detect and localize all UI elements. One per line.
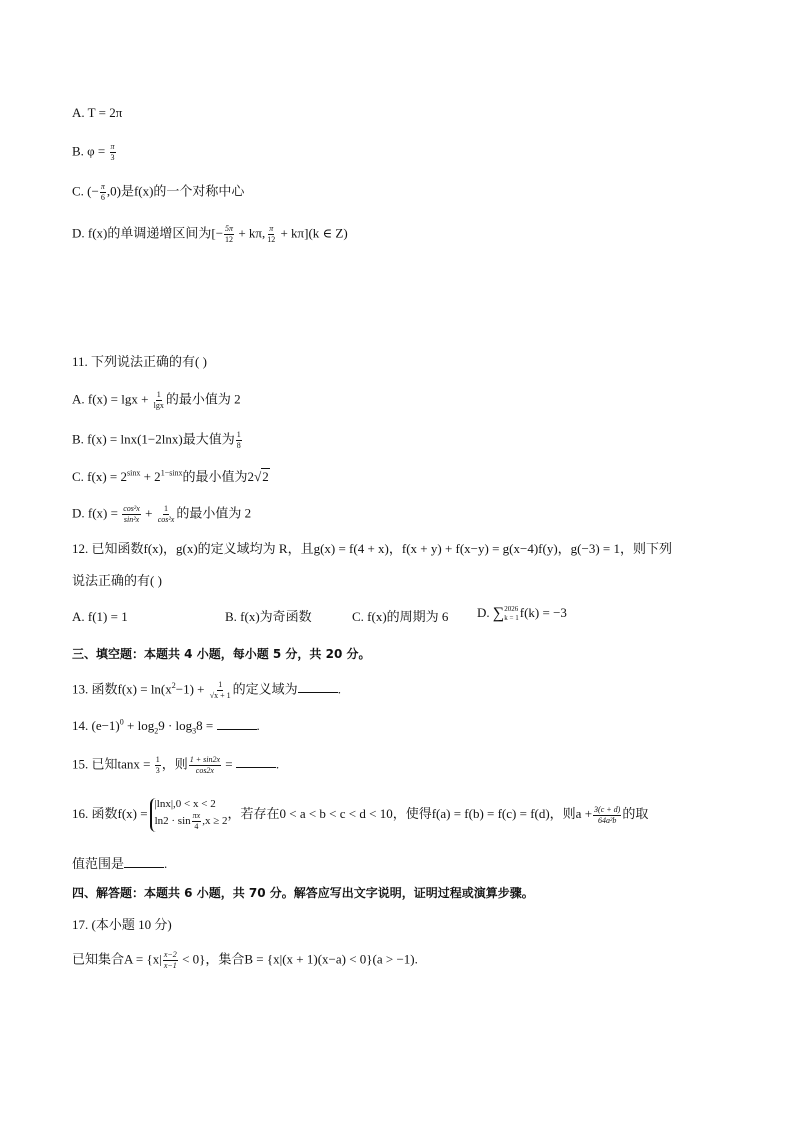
q16: 16. 函数f(x) = |lnx|,0 < x < 2 ln2 · sin $\frac{\pi x}{4}$ ,x ≥ 2 ，若存在0 < a < b < c < d < 10，使得f(a) = f(b) = f(c) = f(d)，则a + $\frac{3(c + d)}{\text{64a²b}}$ 的取 xyxy=(72,798,649,831)
q12-option-b: B. f(x)为奇函数 xyxy=(225,609,312,624)
q13: 13. 函数$f(x) = \ln(x^2-1)$ + $\frac{1}{√x + 1}$ 的定义域为 . xyxy=(72,680,341,700)
q17-title: 17. (本小题 10 分) xyxy=(72,917,172,932)
q10-option-c: C. (− $\frac{\pi}{6}$ ,0)是f(x)的一个对称中心 xyxy=(72,182,245,202)
q10-option-a: A. T = 2π xyxy=(72,105,123,120)
section-3-heading: 三、填空题：本题共 4 小题，每小题 5 分，共 20 分。 xyxy=(72,647,371,661)
q12-stem-line2: 说法正确的有( ) xyxy=(72,573,162,588)
q13-answer-blank[interactable] xyxy=(298,680,338,693)
q11-option-a: A. f(x) = lgx + $\frac{1}{\lg x}$ 的最小值为 2 xyxy=(72,390,241,410)
section-4-heading: 四、解答题：本题共 6 小题，共 70 分。解答应写出文字说明，证明过程或演算步骤。 xyxy=(72,886,534,900)
q17-body: 已知集合A = {x| $\frac{x-2}{x-1}$ < 0}，集合B = {x|(x + 1)(x−a) < 0}(a > −1). xyxy=(72,950,418,970)
q10-option-d: D. f(x)的单调递增区间为[− $\frac{5\pi}{12}$ + kπ, $\frac{\pi}{12}$ + kπ](k ∈ Z) xyxy=(72,224,348,244)
q12-option-a: A. f(1) = 1 xyxy=(72,609,128,624)
q12-stem-line1: 12. 已知函数f(x)，g(x)的定义域均为 R，且g(x) = f(4 + x)，f(x + y) + f(x−y) = g(x−4)f(y)，g(−3) = 1，则下列 xyxy=(72,541,672,556)
q11-option-c: C. $f(x) = 2^{sinx} + 2^{1-sinx}$的最小值为2√2 xyxy=(72,468,269,484)
q15: 15. 已知tanx = $\frac{1}{3}$ ，则 $\frac{1 + \sin 2x}{\cos 2x}$ = . xyxy=(72,755,280,775)
q12-option-c: C. f(x)的周期为 6 xyxy=(352,609,449,624)
q16-line2: 值范围是 . xyxy=(72,856,168,871)
q15-answer-blank[interactable] xyxy=(236,755,276,768)
q11-option-d: D. f(x) = $\frac{\text{cos²x}}{\text{sin²x}}$ + $\frac{1}{\text{cos²x}}$ 的最小值为 2 xyxy=(72,504,252,524)
q11-stem: 11. 下列说法正确的有( ) xyxy=(72,354,207,369)
q14-answer-blank[interactable] xyxy=(217,717,257,730)
q16-answer-blank[interactable] xyxy=(124,855,164,868)
q14: 14. $(e-1)^0 + \log_29 \cdot \log_38$ = . xyxy=(72,717,260,736)
q11-option-b: B. f(x) = lnx(1−2lnx)最大值为 $\frac{1}{8}$ xyxy=(72,430,241,450)
q10-option-b: B. φ = $\frac{\pi}{3}$ xyxy=(72,142,115,162)
q12-option-d: D. ∑ 2026 k = 1 f(k) = −3 xyxy=(477,605,567,623)
